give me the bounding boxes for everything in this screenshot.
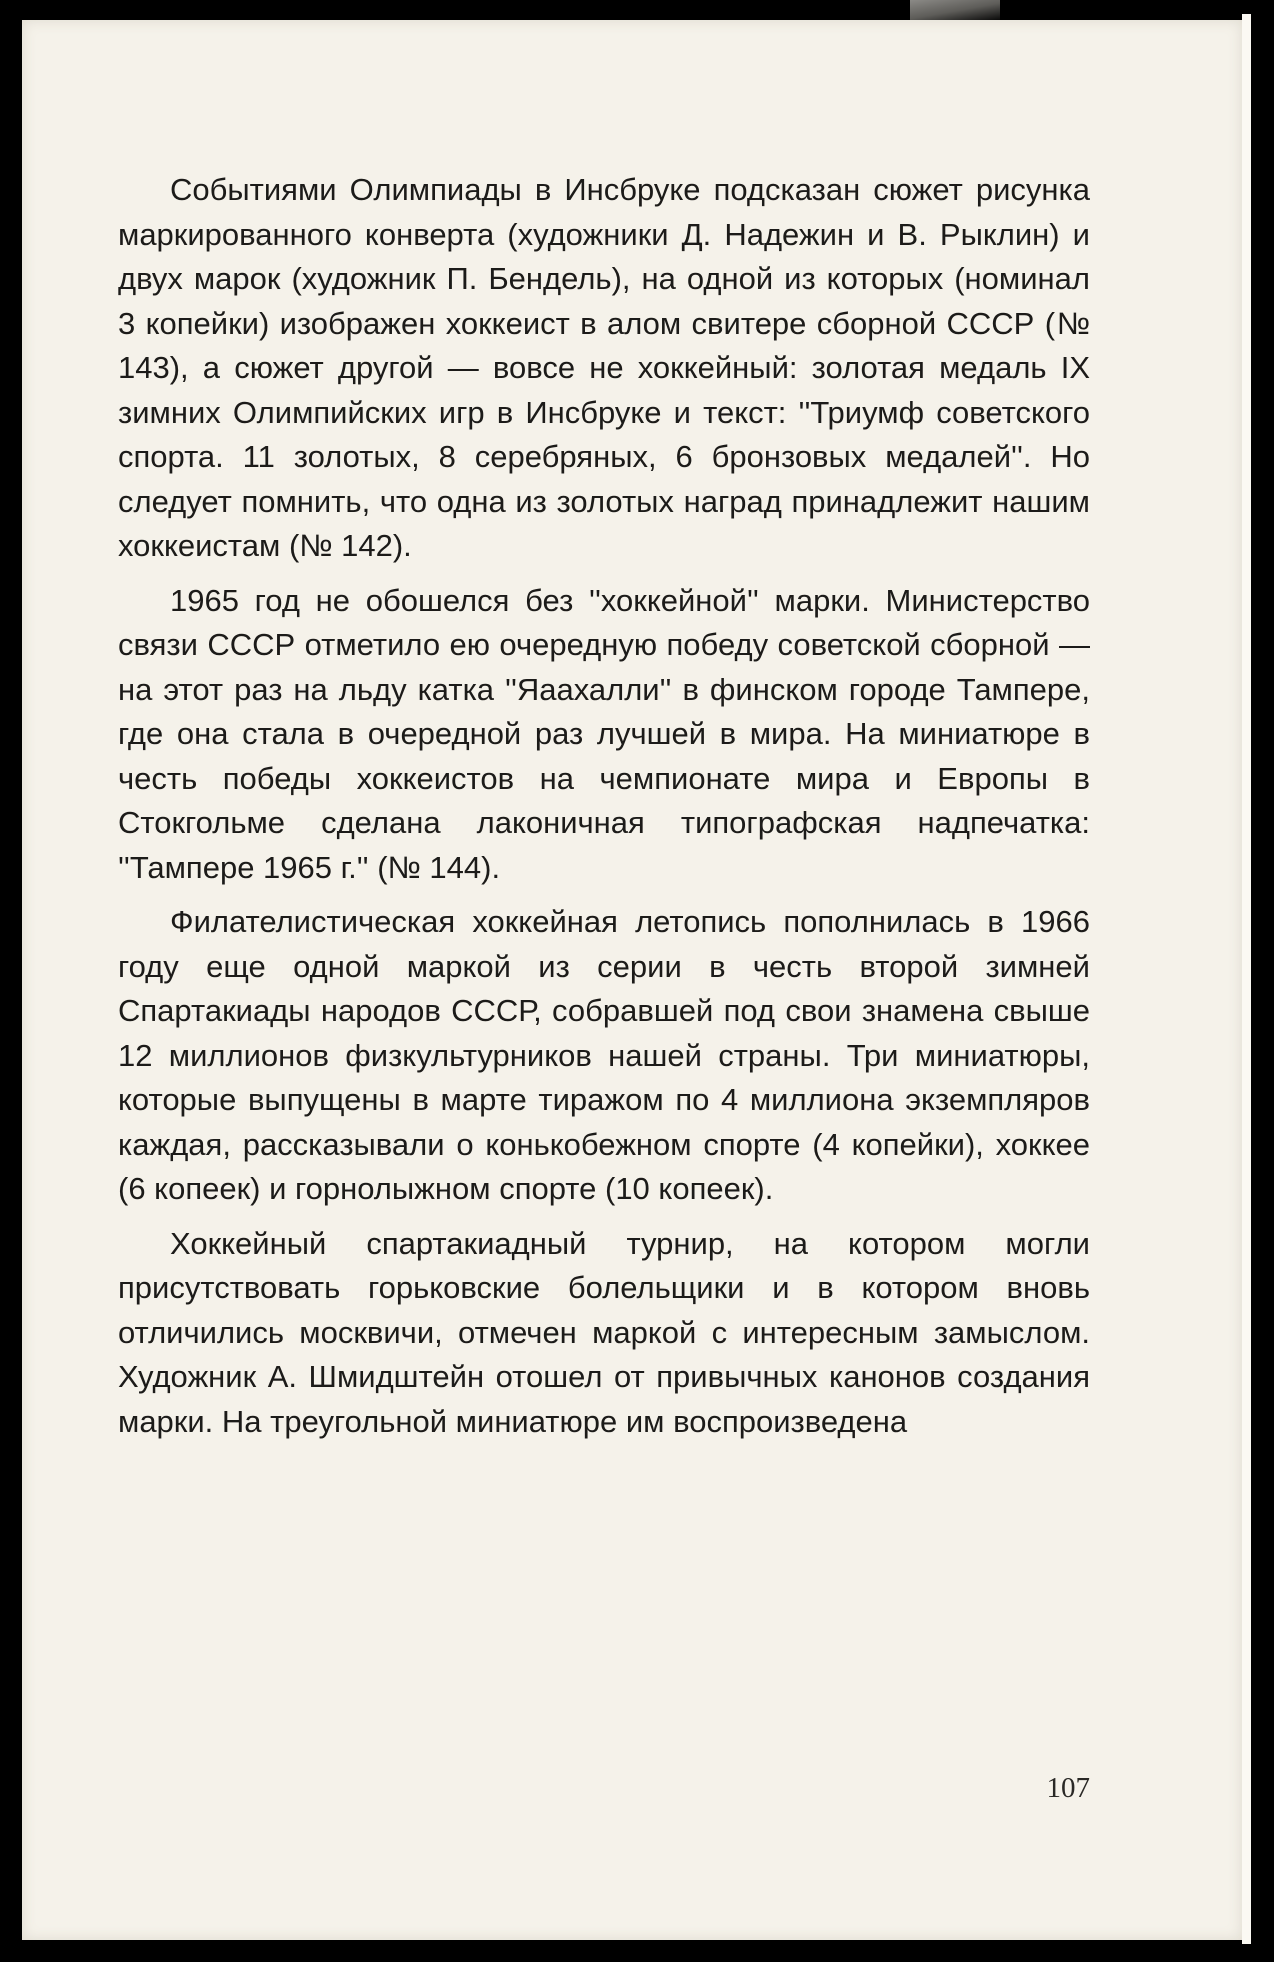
paragraph-1: Событиями Олимпиады в Инсбруке подсказан сюжет рисунка маркированного конверта (художники Д. Надежин и В. Рыклин) и двух марок (художник П. Бендель), на одной из которых (номинал 3 копейки) изображен хоккеист в алом свитере сборной СССР (№ 143), а сюжет другой — вовсе не хоккейный: золотая медаль IX зимних Олимпийских игр в Инсбруке и текст: ''Триумф советского спорта. 11 золотых, 8 серебряных, 6 бронзовых медалей''. Но следует помнить, что одна из золотых наград принадлежит нашим хоккеистам (№ 142).: [118, 172, 1090, 563]
paragraph-2: 1965 год не обошелся без ''хоккейной'' марки. Министерство связи СССР отметило ею очередную победу советской сборной — на этот раз на льду катка ''Яаахалли'' в финском городе Тампере, где она стала в очередной раз лучшей в мира. На миниатюре в честь победы хоккеистов на чемпионате мира и Европы в Стокгольме сделана лаконичная типографская надпечатка: ''Тампере 1965 г.'' (№ 144).: [118, 582, 1090, 885]
scan-artifact: [910, 0, 1000, 22]
page-number: 107: [1046, 1772, 1090, 1804]
paragraph-3: Филателистическая хоккейная летопись пополнилась в 1966 году еще одной маркой из серии в честь второй зимней Спартакиады народов СССР, собравшей под свои знамена свыше 12 миллионов физкультурников нашей страны. Три миниатюры, которые выпущены в марте тиражом по 4 миллиона экземпляров каждая, рассказывали о конькобежном спорте (4 копейки), хоккее (6 копеек) и горнолыжном спорте (10 копеек).: [118, 904, 1090, 1206]
body-text: [118, 168, 1090, 1454]
page-edge: [1242, 14, 1251, 1944]
paragraph-4: Хоккейный спартакиадный турнир, на котором могли присутствовать горьковские болельщики и в котором вновь отличились москвичи, отмечен маркой с интересным замыслом. Художник А. Шмидштейн отошел от привычных канонов создания марки. На треугольной миниатюре им воспроизведена: [118, 1225, 1090, 1439]
